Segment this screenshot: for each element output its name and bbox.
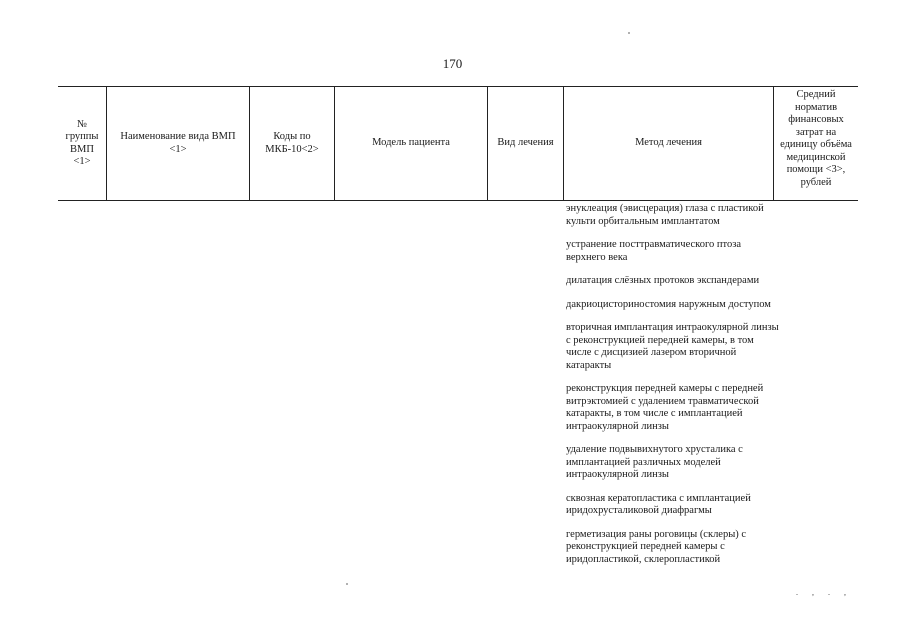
scan-marks: . , . ,	[796, 588, 852, 597]
table-header	[58, 86, 858, 201]
header-icd-codes: Коды по МКБ-10<2>	[250, 87, 335, 200]
scan-speck	[628, 32, 630, 34]
treatment-methods-list	[566, 203, 781, 577]
method-item: сквозная кератопластика с имплантацией иридохрусталиковой диафрагмы	[566, 492, 751, 516]
header-vmp-name: Наименование вида ВМП <1>	[107, 87, 250, 200]
method-item: удаление подвывихнутого хрусталика с имплантацией различных моделей интраокулярной линзы	[566, 444, 743, 480]
method-item: дилатация слёзных протоков экспандерами	[566, 275, 760, 286]
method-item: дакриоцисториностомия наружным доступом	[566, 298, 771, 310]
header-treatment-method: Метод лечения	[564, 87, 774, 200]
page-number: 170	[442, 56, 463, 71]
method-item: устранение посттравматического птоза верхнего века	[566, 239, 742, 263]
header-average-cost: Средний норматив финансовых затрат на единицу объёма медицинской помощи <3>, рублей	[780, 89, 852, 188]
header-treatment-type: Вид лечения	[488, 87, 564, 200]
scan-speck	[346, 583, 348, 585]
header-group-number: № группы ВМП <1>	[58, 87, 107, 200]
method-item: вторичная имплантация интраокулярной линзы с реконструкцией передней камеры, в том числе с дисцизией лазером вторичной катаракты	[566, 322, 779, 371]
method-item: реконструкция передней камеры с передней витрэктомией с удалением травматической катаракты, в том числе с имплантацией интраокулярной линзы	[566, 383, 764, 432]
method-item: герметизация раны роговицы (склеры) с реконструкцией передней камеры с иридопластикой, склеропластикой	[566, 528, 747, 565]
method-item: энуклеация (эвисцерация) глаза с пластикой культи орбитальным имплантатом	[566, 203, 764, 227]
header-patient-model: Модель пациента	[335, 87, 488, 200]
